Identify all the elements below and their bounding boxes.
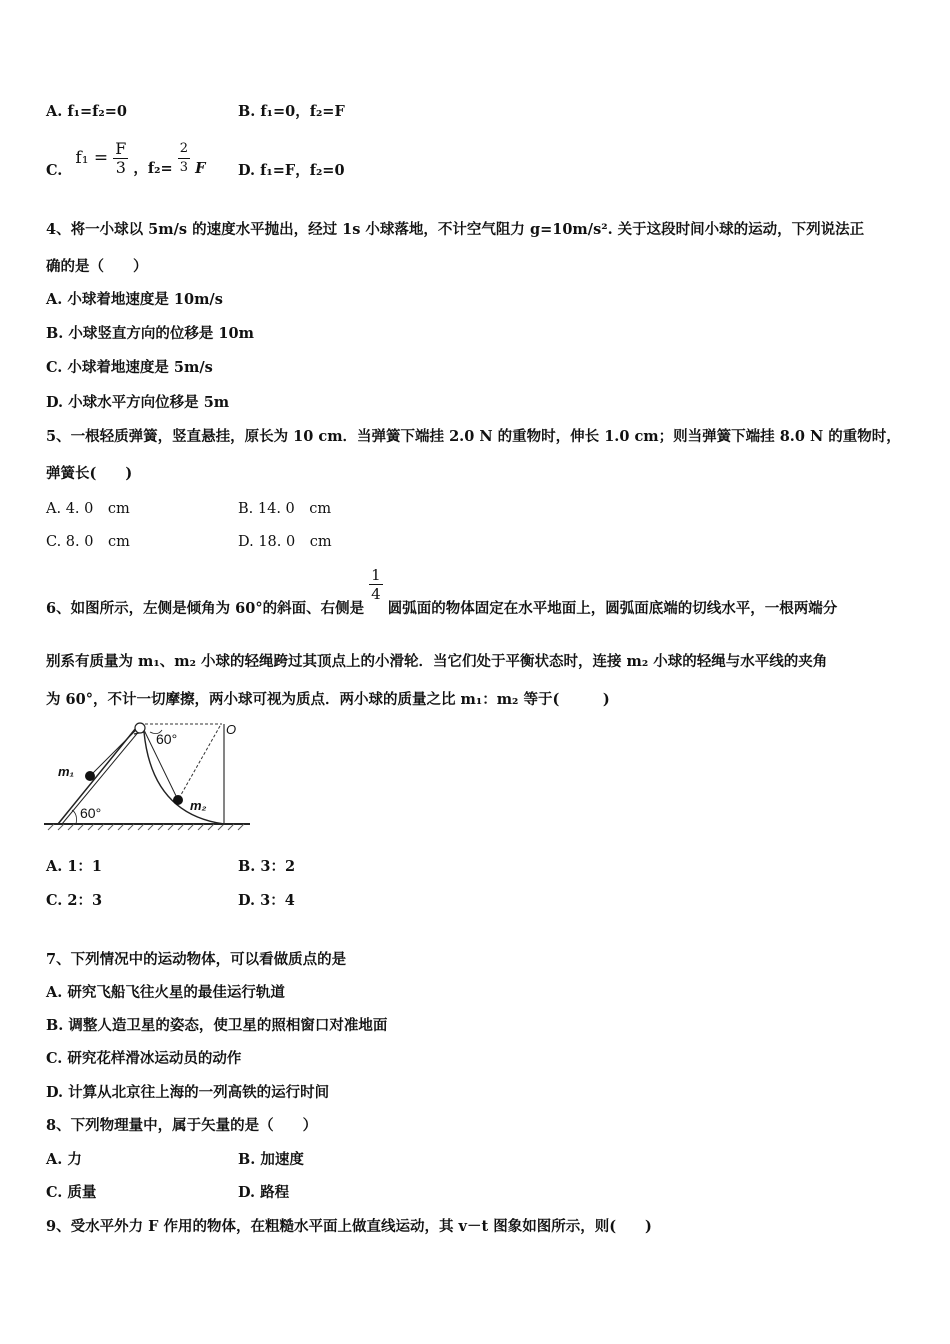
q7-option-d: D. 计算从北京往上海的一列高铁的运行时间	[46, 1084, 330, 1101]
rope-m1	[90, 730, 136, 776]
option-text: f₁=0，f₂=F	[260, 103, 345, 120]
fraction-1-over-4	[369, 566, 383, 603]
q4-option-c: C. 小球着地速度是 5m/s	[46, 359, 213, 376]
q4-stem-line1: 4、将一小球以 5m/s 的速度水平抛出，经过 1s 小球落地，不计空气阻力 g=10m/s². 关于这段时间小球的运动，下列说法正	[46, 221, 865, 238]
q4-stem-line2: 确的是（ ）	[46, 258, 148, 275]
fraction-2-over-3	[178, 140, 190, 177]
option-prefix: B.	[238, 103, 256, 120]
fraction-numerator: 1	[371, 566, 381, 584]
q8-option-b: B. 加速度	[238, 1151, 304, 1168]
option-prefix: C.	[46, 161, 63, 179]
ball-m2-icon	[173, 795, 183, 805]
q6-option-b: B. 3：2	[238, 858, 296, 875]
label-m1: m₁	[58, 764, 75, 779]
q5-option-d: D. 18. 0 cm	[238, 534, 332, 550]
q7-option-c: C. 研究花样滑冰运动员的动作	[46, 1050, 242, 1067]
label-m2: m₂	[190, 798, 207, 813]
fraction-numerator: F	[115, 139, 127, 158]
option-text: f₁=F，f₂=0	[260, 162, 345, 179]
option-text: f₁=f₂=0	[67, 103, 127, 120]
q5-stem-line1: 5、一根轻质弹簧，竖直悬挂，原长为 10 cm．当弹簧下端挂 2.0 N 的重物时，伸长 1.0 cm；则当弹簧下端挂 8.0 N 的重物时，	[46, 428, 901, 445]
radius-dashed-line	[178, 726, 220, 800]
ball-m1-icon	[85, 771, 95, 781]
fraction-denominator: 3	[179, 160, 188, 175]
option-prefix: A.	[46, 103, 63, 120]
pulley-icon	[135, 723, 145, 733]
label-angle-top: 60°	[156, 731, 178, 747]
q8-stem: 8、下列物理量中，属于矢量的是（ ）	[46, 1117, 318, 1134]
q5-option-c: C. 8. 0 cm	[46, 534, 130, 550]
formula-f: F	[195, 159, 206, 177]
incline-arc-figure	[44, 718, 254, 832]
q5-option-a: A. 4. 0 cm	[46, 501, 130, 517]
fraction-f-over-3	[113, 140, 128, 177]
fraction-numerator: 2	[178, 140, 190, 159]
q6-option-c: C. 2：3	[46, 892, 103, 909]
q4-option-a: A. 小球着地速度是 10m/s	[46, 291, 223, 308]
formula-f1: f₁ =	[75, 147, 109, 168]
q8-option-c: C. 质量	[46, 1184, 97, 1201]
q6-stem-line3: 为 60°，不计一切摩擦，两小球可视为质点．两小球的质量之比 m₁：m₂ 等于( )	[46, 691, 610, 708]
q7-stem: 7、下列情况中的运动物体，可以看做质点的是	[46, 951, 347, 968]
q3-option-b	[238, 102, 345, 122]
q7-option-b: B. 调整人造卫星的姿态，使卫星的照相窗口对准地面	[46, 1017, 388, 1034]
q6-option-d: D. 3：4	[238, 892, 295, 909]
q3-option-c	[46, 140, 205, 177]
q4-option-b: B. 小球竖直方向的位移是 10m	[46, 325, 254, 342]
angle-arc-bottom	[72, 810, 77, 824]
q6-stem-post: 圆弧面的物体固定在水平地面上，圆弧面底端的切线水平，一根两端分	[387, 599, 838, 617]
label-angle-bottom: 60°	[80, 805, 102, 821]
q4-option-d: D. 小球水平方向位移是 5m	[46, 394, 230, 411]
q8-option-a: A. 力	[46, 1151, 82, 1168]
option-prefix: D.	[238, 162, 256, 179]
fraction-denominator: 3	[115, 158, 126, 177]
q6-stem-line2: 别系有质量为 m₁、m₂ 小球的轻绳跨过其顶点上的小滑轮．当它们处于平衡状态时，连接 m₂ 小球的轻绳与水平线的夹角	[46, 653, 828, 670]
q3-option-a	[46, 102, 127, 122]
q6-option-a: A. 1：1	[46, 858, 103, 875]
q5-stem-line2: 弹簧长( )	[46, 465, 133, 482]
q9-stem: 9、受水平外力 F 作用的物体，在粗糙水平面上做直线运动，其 v－t 图象如图所示，则( )	[46, 1218, 652, 1235]
fraction-denominator: 4	[371, 585, 381, 603]
formula-f2-label: ，f₂=	[133, 159, 173, 177]
q6-stem-pre: 6、如图所示，左侧是倾角为 60°的斜面、右侧是	[46, 599, 365, 617]
q6-stem-line1	[46, 566, 838, 617]
q7-option-a: A. 研究飞船飞往火星的最佳运行轨道	[46, 984, 285, 1001]
q5-option-b: B. 14. 0 cm	[238, 501, 332, 517]
label-o: O	[226, 722, 237, 737]
q3-option-d	[238, 161, 345, 181]
q8-option-d: D. 路程	[238, 1184, 290, 1201]
